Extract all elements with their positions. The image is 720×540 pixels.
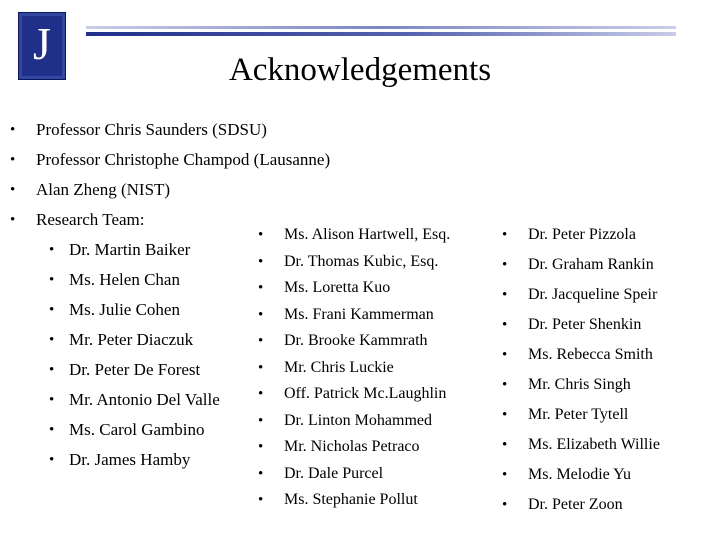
- team-member-label: Ms. Helen Chan: [69, 270, 180, 289]
- acknowledgement-item: [10, 210, 145, 230]
- bullet-icon: •: [502, 257, 508, 273]
- team-member-label: Ms. Carol Gambino: [69, 420, 205, 439]
- bullet-icon: •: [502, 377, 508, 393]
- team-member: [258, 490, 418, 510]
- team-member-label: Ms. Frani Kammerman: [284, 305, 434, 323]
- bullet-icon: •: [502, 227, 508, 243]
- team-member-label: Mr. Peter Tytell: [528, 406, 629, 423]
- team-member: [258, 358, 394, 378]
- team-member-label: Dr. Jacqueline Speir: [528, 286, 658, 303]
- acknowledgement-item: [10, 120, 267, 140]
- team-member-label: Ms. Melodie Yu: [528, 466, 631, 483]
- team-member-label: Dr. Peter Zoon: [528, 496, 623, 513]
- team-member: [502, 345, 653, 365]
- team-member: [258, 305, 434, 325]
- team-member: [49, 420, 205, 440]
- bullet-icon: •: [502, 437, 508, 453]
- team-member: [258, 331, 428, 351]
- bullet-icon: •: [10, 152, 16, 168]
- header-rule-light: [86, 26, 676, 29]
- bullet-icon: •: [10, 182, 16, 198]
- team-member-label: Ms. Stephanie Pollut: [284, 491, 418, 508]
- bullet-icon: •: [49, 332, 55, 348]
- team-member-label: Dr. Peter Shenkin: [528, 316, 642, 333]
- team-member: [502, 495, 623, 515]
- team-member-label: Dr. James Hamby: [69, 450, 191, 469]
- team-member: [258, 411, 432, 431]
- team-member-label: Ms. Loretta Kuo: [284, 279, 391, 296]
- bullet-icon: •: [49, 452, 55, 468]
- bullet-icon: •: [49, 362, 55, 378]
- team-member-label: Mr. Chris Singh: [528, 376, 631, 393]
- bullet-icon: •: [258, 465, 264, 482]
- acknowledgement-item: [10, 180, 171, 200]
- team-member: [502, 465, 631, 485]
- team-member: [502, 405, 629, 425]
- team-member: [502, 255, 654, 275]
- team-member-label: Ms. Julie Cohen: [69, 300, 180, 319]
- acknowledgement-item-label: Professor Chris Saunders (SDSU): [36, 120, 267, 139]
- team-member: [258, 225, 451, 245]
- slide-title: Acknowledgements: [228, 52, 492, 88]
- team-member: [49, 390, 220, 410]
- team-member-label: Dr. Dale Purcel: [284, 464, 384, 482]
- bullet-icon: •: [258, 412, 264, 429]
- bullet-icon: •: [502, 467, 508, 483]
- bullet-icon: •: [258, 492, 264, 508]
- acknowledgement-item-label: Research Team:: [36, 210, 145, 229]
- bullet-icon: •: [49, 242, 55, 258]
- acknowledgement-item-label: Alan Zheng (NIST): [36, 180, 171, 199]
- team-member: [258, 464, 384, 484]
- bullet-icon: •: [10, 122, 16, 138]
- bullet-icon: •: [258, 280, 264, 296]
- team-member-label: Mr. Peter Diaczuk: [69, 330, 194, 349]
- bullet-icon: •: [49, 302, 55, 318]
- team-member-label: Off. Patrick Mc.Laughlin: [284, 385, 447, 402]
- team-member-label: Mr. Antonio Del Valle: [69, 390, 220, 409]
- team-member: [49, 240, 191, 260]
- team-member-label: Dr. Peter Pizzola: [528, 226, 636, 243]
- team-member: [502, 435, 660, 455]
- team-member: [502, 225, 636, 245]
- team-member-label: Mr. Nicholas Petraco: [284, 438, 420, 455]
- team-member: [49, 330, 194, 350]
- team-member: [258, 437, 420, 457]
- team-member-label: Ms. Rebecca Smith: [528, 346, 653, 363]
- team-member: [502, 315, 642, 335]
- bullet-icon: •: [502, 317, 508, 333]
- bullet-icon: •: [502, 287, 508, 303]
- acknowledgement-item-label: Professor Christophe Champod (Lausanne): [36, 150, 331, 169]
- acknowledgement-item: [10, 150, 331, 170]
- team-member-label: Dr. Martin Baiker: [69, 240, 191, 259]
- bullet-icon: •: [258, 359, 264, 376]
- bullet-icon: •: [258, 306, 264, 323]
- team-member-label: Dr. Linton Mohammed: [284, 411, 432, 429]
- team-member: [49, 450, 191, 470]
- team-member: [258, 278, 391, 298]
- team-member-label: Dr. Graham Rankin: [528, 256, 654, 273]
- team-member: [258, 384, 447, 404]
- bullet-icon: •: [258, 227, 264, 243]
- team-member: [502, 285, 658, 305]
- bullet-icon: •: [502, 347, 508, 363]
- team-member-label: Dr. Brooke Kammrath: [284, 332, 428, 349]
- bullet-icon: •: [49, 392, 55, 408]
- header-rule-dark: [86, 32, 676, 36]
- team-member: [502, 375, 631, 395]
- bullet-icon: •: [49, 422, 55, 438]
- team-member: [49, 360, 201, 380]
- team-member-label: Dr. Thomas Kubic, Esq.: [284, 252, 439, 270]
- bullet-icon: •: [502, 407, 508, 423]
- team-member-label: Ms. Elizabeth Willie: [528, 436, 660, 453]
- bullet-icon: •: [10, 212, 16, 228]
- bullet-icon: •: [258, 333, 264, 349]
- team-member: [49, 300, 180, 320]
- bullet-icon: •: [258, 253, 264, 270]
- bullet-icon: •: [258, 386, 264, 402]
- logo-letter: J: [33, 18, 51, 69]
- team-member-label: Mr. Chris Luckie: [284, 358, 394, 376]
- team-member: [258, 252, 439, 272]
- team-member-label: Ms. Alison Hartwell, Esq.: [284, 226, 451, 243]
- bullet-icon: •: [502, 497, 508, 513]
- team-member: [49, 270, 180, 290]
- team-member-label: Dr. Peter De Forest: [69, 360, 201, 379]
- bullet-icon: •: [49, 272, 55, 288]
- bullet-icon: •: [258, 439, 264, 455]
